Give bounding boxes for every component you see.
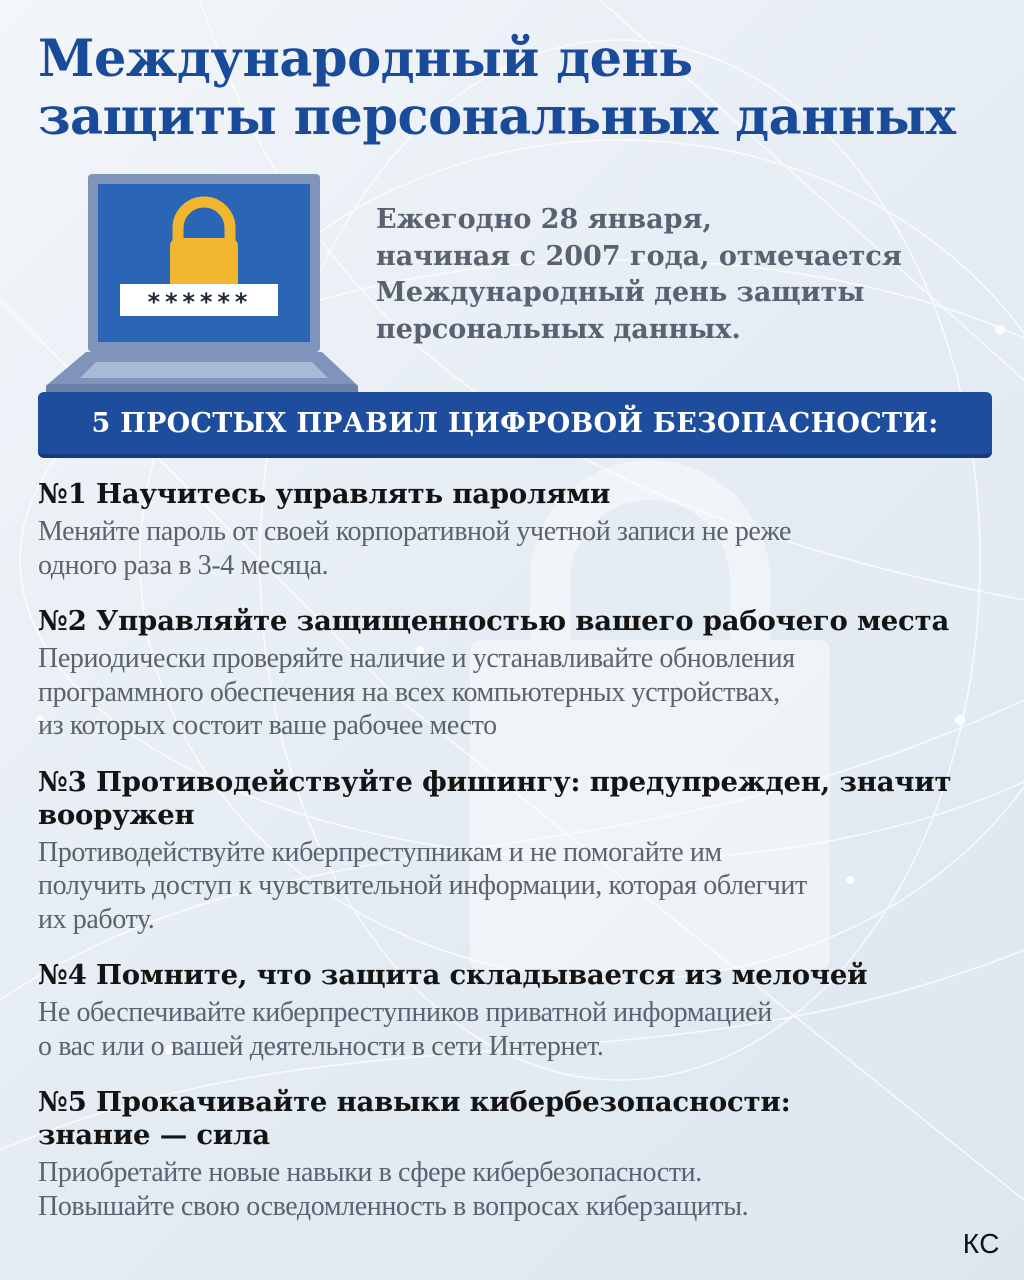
rule-item [38,478,998,582]
rule-title [38,959,998,992]
intro-text [376,202,996,348]
rule-desc-line: их работу. [38,903,155,935]
rule-description [38,642,998,743]
intro-line-4: персональных данных. [376,313,741,345]
rule-title-line: №4 Помните, что защита складывается из мелочей [38,959,868,991]
rule-desc-line: Не обеспечивайте киберпреступников приватной информацией [38,997,772,1028]
brand-logo: КС [962,1228,1000,1259]
rule-title [38,478,998,511]
rule-title [38,605,998,638]
rule-desc-line: из которых состоит ваше рабочее место [38,710,497,741]
rule-item [38,766,998,937]
rule-desc-line: Периодически проверяйте наличие и устанавливайте обновления [38,643,795,674]
rule-desc-line: о вас или о вашей деятельности в сети Интернет. [38,1030,604,1062]
rule-desc-line: Противодействуйте киберпреступникам и не помогайте им [38,836,722,868]
rule-item [38,1086,998,1223]
rule-desc-line: Повышайте свою осведомленность в вопросах киберзащиты. [38,1190,749,1222]
title-line-2: защиты персональных данных [38,87,956,147]
rule-item [38,959,998,1063]
intro-line-3: Международный день защиты [376,277,865,308]
rule-title [38,1086,998,1152]
page-title [38,30,998,146]
padlock-body-icon [170,238,238,290]
rule-title-line: №1 Научитесь управлять паролями [38,478,611,510]
rule-title-line: №2 Управляйте защищенностью вашего рабочего места [38,605,950,637]
rule-desc-line: одного раза в 3-4 месяца. [38,549,329,581]
rules-banner [38,392,992,458]
laptop-keyboard [80,362,328,378]
rule-description [38,836,998,937]
rule-title-line: №5 Прокачивайте навыки кибербезопасности: [38,1086,791,1118]
rule-title [38,766,998,832]
title-line-1: Международный день [38,29,693,89]
rule-desc-line: Приобретайте новые навыки в сфере кибербезопасности. [38,1157,702,1188]
laptop-lock-illustration [46,172,358,400]
rule-title-line: знание — сила [38,1119,270,1151]
rules-banner-label: 5 ПРОСТЫХ ПРАВИЛ ЦИФРОВОЙ БЕЗОПАСНОСТИ: [91,407,939,439]
rule-item [38,605,998,743]
rule-desc-line: получить доступ к чувствительной информации, которая облегчит [38,870,807,901]
rule-desc-line: программного обеспечения на всех компьютерных устройствах, [38,676,780,708]
intro-line-1: Ежегодно 28 января, [376,204,712,235]
rule-title-line: вооружен [38,798,195,831]
intro-line-2: начиная с 2007 года, отмечается [376,240,902,272]
rule-description [38,1156,998,1223]
rules-list [38,478,998,1246]
password-mask: ****** [146,288,252,316]
rule-title-line: №3 Противодействуйте фишингу: предупрежден, значит [38,765,952,798]
rule-description [38,515,998,582]
rule-desc-line: Меняйте пароль от своей корпоративной учетной записи не реже [38,516,792,547]
rule-description [38,996,998,1063]
